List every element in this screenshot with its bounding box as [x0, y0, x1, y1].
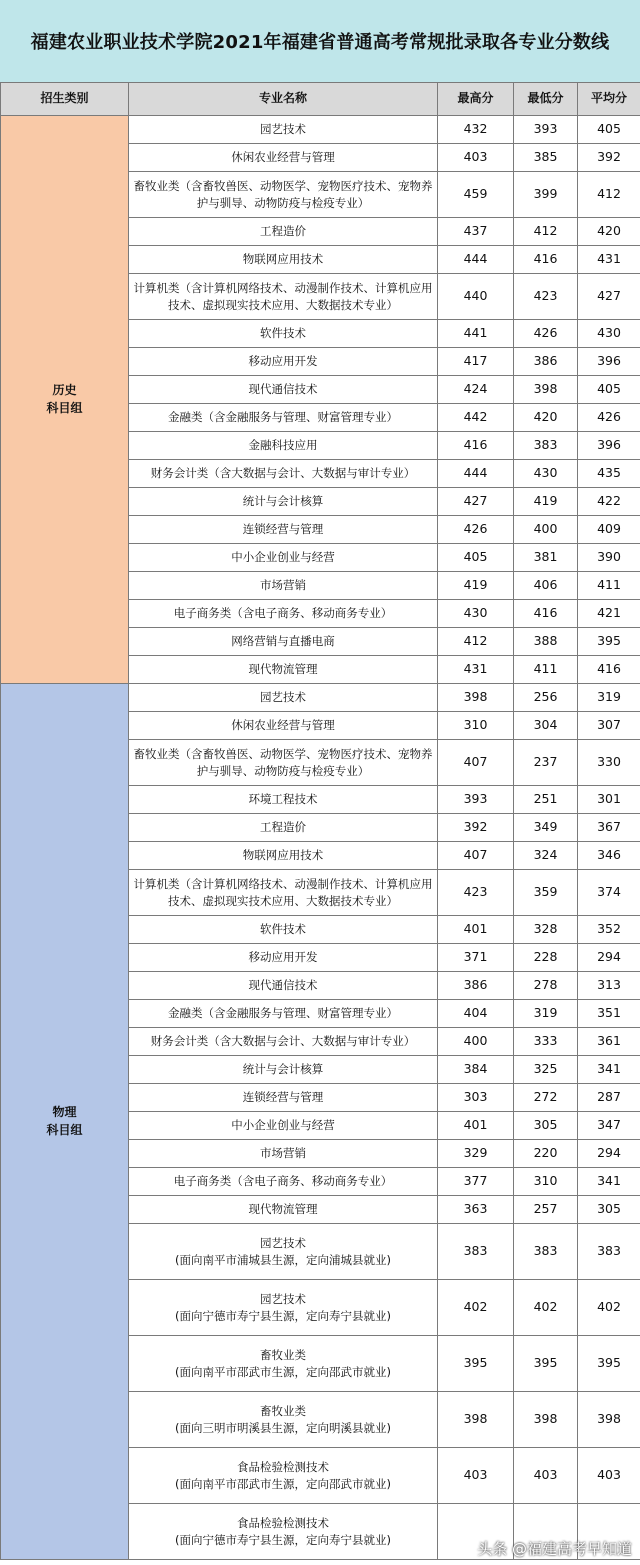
max-score-cell: 419 [438, 572, 514, 600]
min-score-cell: 419 [514, 488, 578, 516]
min-score-cell: 220 [514, 1140, 578, 1168]
avg-score-cell: 402 [578, 1280, 640, 1336]
avg-score-cell: 305 [578, 1196, 640, 1224]
avg-score-cell: 367 [578, 814, 640, 842]
major-cell: 园艺技术 (面向宁德市寿宁县生源，定向寿宁县就业) [129, 1280, 438, 1336]
avg-score-cell: 396 [578, 348, 640, 376]
avg-score-cell: 352 [578, 916, 640, 944]
min-score-cell: 395 [514, 1336, 578, 1392]
major-cell: 食品检验检测技术 (面向南平市邵武市生源，定向邵武市就业) [129, 1448, 438, 1504]
min-score-cell: 328 [514, 916, 578, 944]
min-score-cell: 412 [514, 218, 578, 246]
min-score-cell: 398 [514, 1392, 578, 1448]
min-score-cell: 423 [514, 274, 578, 320]
min-score-cell: 406 [514, 572, 578, 600]
table-body [1, 116, 640, 1560]
major-cell: 食品检验检测技术 (面向宁德市寿宁县生源，定向寿宁县就业) [129, 1504, 438, 1560]
min-score-cell: 398 [514, 376, 578, 404]
avg-score-cell: 396 [578, 432, 640, 460]
major-cell: 计算机类（含计算机网络技术、动漫制作技术、计算机应用技术、虚拟现实技术应用、大数据技术专业） [129, 274, 438, 320]
min-score-cell: 310 [514, 1168, 578, 1196]
major-cell: 电子商务类（含电子商务、移动商务专业） [129, 1168, 438, 1196]
max-score-cell: 440 [438, 274, 514, 320]
major-cell: 畜牧业类（含畜牧兽医、动物医学、宠物医疗技术、宠物养护与驯导、动物防疫与检疫专业） [129, 740, 438, 786]
major-cell: 现代物流管理 [129, 1196, 438, 1224]
major-cell: 休闲农业经营与管理 [129, 144, 438, 172]
avg-score-cell: 412 [578, 172, 640, 218]
major-cell: 移动应用开发 [129, 348, 438, 376]
max-score-cell: 404 [438, 1000, 514, 1028]
max-score-cell: 426 [438, 516, 514, 544]
header-major: 专业名称 [129, 83, 438, 116]
group-cell: 历史 科目组 [1, 116, 129, 684]
major-cell: 园艺技术 (面向南平市浦城县生源，定向浦城县就业) [129, 1224, 438, 1280]
score-table [0, 82, 640, 1560]
major-cell: 网络营销与直播电商 [129, 628, 438, 656]
title-bar [0, 0, 640, 83]
avg-score-cell: 341 [578, 1056, 640, 1084]
min-score-cell: 349 [514, 814, 578, 842]
avg-score-cell: 361 [578, 1028, 640, 1056]
avg-score-cell: 403 [578, 1448, 640, 1504]
major-cell: 连锁经营与管理 [129, 1084, 438, 1112]
avg-score-cell: 409 [578, 516, 640, 544]
max-score-cell: 416 [438, 432, 514, 460]
major-cell: 工程造价 [129, 814, 438, 842]
major-cell: 财务会计类（含大数据与会计、大数据与审计专业） [129, 1028, 438, 1056]
min-score-cell: 430 [514, 460, 578, 488]
max-score-cell: 329 [438, 1140, 514, 1168]
major-cell: 畜牧业类（含畜牧兽医、动物医学、宠物医疗技术、宠物养护与驯导、动物防疫与检疫专业） [129, 172, 438, 218]
avg-score-cell: 341 [578, 1168, 640, 1196]
max-score-cell: 441 [438, 320, 514, 348]
major-cell: 现代物流管理 [129, 656, 438, 684]
header-category: 招生类别 [1, 83, 129, 116]
avg-score-cell: 307 [578, 712, 640, 740]
min-score-cell: 278 [514, 972, 578, 1000]
min-score-cell: 426 [514, 320, 578, 348]
min-score-cell: 272 [514, 1084, 578, 1112]
min-score-cell: 403 [514, 1448, 578, 1504]
min-score-cell: 388 [514, 628, 578, 656]
min-score-cell: 305 [514, 1112, 578, 1140]
avg-score-cell: 420 [578, 218, 640, 246]
max-score-cell: 402 [438, 1280, 514, 1336]
max-score-cell: 407 [438, 740, 514, 786]
avg-score-cell: 330 [578, 740, 640, 786]
avg-score-cell: 426 [578, 404, 640, 432]
max-score-cell: 398 [438, 684, 514, 712]
avg-score-cell: 431 [578, 246, 640, 274]
min-score-cell: 416 [514, 246, 578, 274]
major-cell: 中小企业创业与经营 [129, 1112, 438, 1140]
header-min: 最低分 [514, 83, 578, 116]
max-score-cell: 412 [438, 628, 514, 656]
min-score-cell: 400 [514, 516, 578, 544]
major-cell: 市场营销 [129, 1140, 438, 1168]
page-title: 福建农业职业技术学院2021年福建省普通高考常规批录取各专业分数线 [30, 32, 610, 53]
max-score-cell: 398 [438, 1392, 514, 1448]
header-avg: 平均分 [578, 83, 640, 116]
max-score-cell: 430 [438, 600, 514, 628]
max-score-cell: 395 [438, 1336, 514, 1392]
major-cell: 中小企业创业与经营 [129, 544, 438, 572]
max-score-cell: 377 [438, 1168, 514, 1196]
max-score-cell: 383 [438, 1224, 514, 1280]
major-cell: 计算机类（含计算机网络技术、动漫制作技术、计算机应用技术、虚拟现实技术应用、大数据技术专业） [129, 870, 438, 916]
max-score-cell: 392 [438, 814, 514, 842]
major-cell: 畜牧业类 (面向三明市明溪县生源，定向明溪县就业) [129, 1392, 438, 1448]
group-cell: 物理 科目组 [1, 684, 129, 1560]
min-score-cell: 333 [514, 1028, 578, 1056]
max-score-cell: 403 [438, 1448, 514, 1504]
max-score-cell: 407 [438, 842, 514, 870]
watermark: 头条 @福建高考早知道 [477, 1540, 632, 1558]
table-row [1, 116, 640, 144]
max-score-cell: 437 [438, 218, 514, 246]
avg-score-cell: 374 [578, 870, 640, 916]
major-cell: 园艺技术 [129, 116, 438, 144]
major-cell: 现代通信技术 [129, 376, 438, 404]
major-cell: 物联网应用技术 [129, 246, 438, 274]
major-cell: 现代通信技术 [129, 972, 438, 1000]
major-cell: 移动应用开发 [129, 944, 438, 972]
avg-score-cell: 405 [578, 376, 640, 404]
max-score-cell: 401 [438, 916, 514, 944]
major-cell: 市场营销 [129, 572, 438, 600]
min-score-cell: 359 [514, 870, 578, 916]
min-score-cell: 237 [514, 740, 578, 786]
max-score-cell: 423 [438, 870, 514, 916]
avg-score-cell: 346 [578, 842, 640, 870]
max-score-cell: 444 [438, 246, 514, 274]
major-cell: 金融类（含金融服务与管理、财富管理专业） [129, 1000, 438, 1028]
max-score-cell: 424 [438, 376, 514, 404]
avg-score-cell: 395 [578, 628, 640, 656]
header-max: 最高分 [438, 83, 514, 116]
avg-score-cell: 392 [578, 144, 640, 172]
header-row [1, 83, 640, 116]
min-score-cell: 416 [514, 600, 578, 628]
min-score-cell: 228 [514, 944, 578, 972]
major-cell: 金融科技应用 [129, 432, 438, 460]
avg-score-cell: 430 [578, 320, 640, 348]
major-cell: 物联网应用技术 [129, 842, 438, 870]
max-score-cell: 401 [438, 1112, 514, 1140]
min-score-cell: 257 [514, 1196, 578, 1224]
max-score-cell: 417 [438, 348, 514, 376]
max-score-cell: 405 [438, 544, 514, 572]
major-cell: 畜牧业类 (面向南平市邵武市生源，定向邵武市就业) [129, 1336, 438, 1392]
max-score-cell: 431 [438, 656, 514, 684]
max-score-cell: 444 [438, 460, 514, 488]
major-cell: 统计与会计核算 [129, 488, 438, 516]
avg-score-cell: 287 [578, 1084, 640, 1112]
major-cell: 环境工程技术 [129, 786, 438, 814]
avg-score-cell: 301 [578, 786, 640, 814]
avg-score-cell: 294 [578, 944, 640, 972]
min-score-cell: 386 [514, 348, 578, 376]
avg-score-cell: 390 [578, 544, 640, 572]
avg-score-cell: 398 [578, 1392, 640, 1448]
avg-score-cell: 416 [578, 656, 640, 684]
min-score-cell: 319 [514, 1000, 578, 1028]
avg-score-cell: 347 [578, 1112, 640, 1140]
avg-score-cell: 313 [578, 972, 640, 1000]
max-score-cell: 432 [438, 116, 514, 144]
max-score-cell: 403 [438, 144, 514, 172]
avg-score-cell: 395 [578, 1336, 640, 1392]
max-score-cell: 459 [438, 172, 514, 218]
major-cell: 统计与会计核算 [129, 1056, 438, 1084]
min-score-cell: 383 [514, 432, 578, 460]
major-cell: 软件技术 [129, 320, 438, 348]
max-score-cell: 442 [438, 404, 514, 432]
max-score-cell: 386 [438, 972, 514, 1000]
avg-score-cell: 351 [578, 1000, 640, 1028]
min-score-cell: 256 [514, 684, 578, 712]
major-cell: 工程造价 [129, 218, 438, 246]
min-score-cell: 324 [514, 842, 578, 870]
avg-score-cell: 294 [578, 1140, 640, 1168]
max-score-cell: 303 [438, 1084, 514, 1112]
min-score-cell: 420 [514, 404, 578, 432]
max-score-cell: 393 [438, 786, 514, 814]
avg-score-cell: 319 [578, 684, 640, 712]
major-cell: 连锁经营与管理 [129, 516, 438, 544]
min-score-cell: 381 [514, 544, 578, 572]
min-score-cell: 383 [514, 1224, 578, 1280]
major-cell: 金融类（含金融服务与管理、财富管理专业） [129, 404, 438, 432]
avg-score-cell: 383 [578, 1224, 640, 1280]
min-score-cell: 304 [514, 712, 578, 740]
min-score-cell: 402 [514, 1280, 578, 1336]
avg-score-cell: 411 [578, 572, 640, 600]
max-score-cell: 427 [438, 488, 514, 516]
major-cell: 电子商务类（含电子商务、移动商务专业） [129, 600, 438, 628]
min-score-cell: 399 [514, 172, 578, 218]
max-score-cell: 400 [438, 1028, 514, 1056]
max-score-cell: 384 [438, 1056, 514, 1084]
avg-score-cell: 422 [578, 488, 640, 516]
table-row [1, 684, 640, 712]
min-score-cell: 251 [514, 786, 578, 814]
major-cell: 休闲农业经营与管理 [129, 712, 438, 740]
max-score-cell: 310 [438, 712, 514, 740]
min-score-cell: 325 [514, 1056, 578, 1084]
major-cell: 软件技术 [129, 916, 438, 944]
avg-score-cell: 405 [578, 116, 640, 144]
avg-score-cell: 427 [578, 274, 640, 320]
min-score-cell: 393 [514, 116, 578, 144]
min-score-cell: 385 [514, 144, 578, 172]
avg-score-cell: 421 [578, 600, 640, 628]
max-score-cell: 363 [438, 1196, 514, 1224]
major-cell: 财务会计类（含大数据与会计、大数据与审计专业） [129, 460, 438, 488]
min-score-cell: 411 [514, 656, 578, 684]
major-cell: 园艺技术 [129, 684, 438, 712]
max-score-cell: 371 [438, 944, 514, 972]
avg-score-cell: 435 [578, 460, 640, 488]
